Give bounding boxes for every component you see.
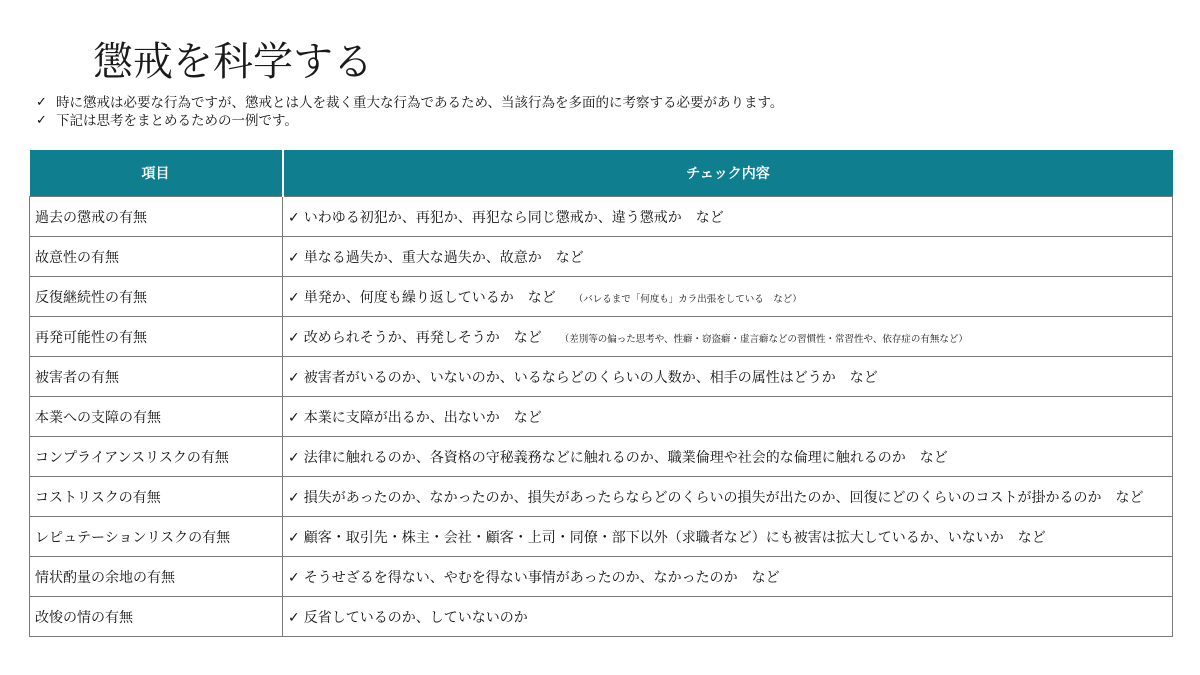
bullet-list [36, 94, 783, 130]
row-check [283, 317, 1173, 357]
check-icon: ✓ [288, 209, 300, 226]
table-row [30, 197, 1173, 237]
row-check [283, 197, 1173, 237]
row-item: コンプライアンスリスクの有無 [30, 437, 283, 477]
row-check [283, 237, 1173, 277]
table-header-row [30, 150, 1173, 197]
check-icon: ✓ [288, 329, 300, 346]
row-check-text: 単なる過失か、重大な過失か、故意か など [303, 249, 584, 266]
check-icon: ✓ [36, 113, 47, 128]
table-row [30, 317, 1173, 357]
row-item: 再発可能性の有無 [30, 317, 283, 357]
check-icon: ✓ [288, 409, 300, 426]
row-note: （差別等の偏った思考や、性癖・窃盗癖・虚言癖などの習慣性・常習性や、依存症の有無など） [559, 333, 968, 345]
row-check-text: 被害者がいるのか、いないのか、いるならどのくらいの人数か、相手の属性はどうか など [303, 369, 878, 386]
bullet-text: 下記は思考をまとめるための一例です。 [56, 113, 298, 129]
row-check-text: いわゆる初犯か、再犯か、再犯なら同じ懲戒か、違う懲戒か など [303, 209, 724, 226]
table-row [30, 477, 1173, 517]
row-check [283, 517, 1173, 557]
row-check-text: 改められそうか、再発しそうか など [303, 329, 542, 346]
page-title: 懲戒を科学する [93, 39, 373, 85]
check-icon: ✓ [36, 95, 47, 110]
bullet-item [36, 112, 783, 130]
table-row [30, 397, 1173, 437]
row-item: 故意性の有無 [30, 237, 283, 277]
row-check-text: 単発か、何度も繰り返しているか など [303, 289, 556, 306]
check-table [29, 150, 1173, 637]
table-row [30, 277, 1173, 317]
row-check [283, 397, 1173, 437]
row-check-text: 損失があったのか、なかったのか、損失があったらならどのくらいの損失が出たのか、回復にどのくらいのコストが掛かるのか など [303, 489, 1144, 506]
header-item: 項目 [30, 150, 283, 197]
table-row [30, 437, 1173, 477]
row-item: 被害者の有無 [30, 357, 283, 397]
table-row [30, 357, 1173, 397]
header-check: チェック内容 [283, 150, 1173, 197]
check-icon: ✓ [288, 609, 300, 626]
row-item: コストリスクの有無 [30, 477, 283, 517]
row-check [283, 597, 1173, 637]
row-item: レピュテーションリスクの有無 [30, 517, 283, 557]
table-row [30, 237, 1173, 277]
check-icon: ✓ [288, 369, 300, 386]
row-check [283, 357, 1173, 397]
row-item: 反復継続性の有無 [30, 277, 283, 317]
check-icon: ✓ [288, 529, 300, 546]
row-check-text: 法律に触れるのか、各資格の守秘義務などに触れるのか、職業倫理や社会的な倫理に触れるのか など [303, 449, 948, 466]
check-icon: ✓ [288, 249, 300, 266]
row-check [283, 437, 1173, 477]
table-row [30, 597, 1173, 637]
row-item: 情状酌量の余地の有無 [30, 557, 283, 597]
bullet-text: 時に懲戒は必要な行為ですが、懲戒とは人を裁く重大な行為であるため、当該行為を多面的に考察する必要があります。 [56, 95, 784, 111]
row-item: 本業への支障の有無 [30, 397, 283, 437]
row-check-text: そうせざるを得ない、やむを得ない事情があったのか、なかったのか など [303, 569, 780, 586]
table-row [30, 517, 1173, 557]
check-icon: ✓ [288, 489, 300, 506]
row-check-text: 本業に支障が出るか、出ないか など [303, 409, 542, 426]
row-check [283, 277, 1173, 317]
check-icon: ✓ [288, 569, 300, 586]
check-icon: ✓ [288, 289, 300, 306]
table-row [30, 557, 1173, 597]
row-check-text: 顧客・取引先・株主・会社・顧客・上司・同僚・部下以外（求職者など）にも被害は拡大しているか、いないか など [303, 529, 1046, 546]
row-check [283, 477, 1173, 517]
check-icon: ✓ [288, 449, 300, 466]
row-check-text: 反省しているのか、していないのか [303, 609, 528, 626]
row-item: 過去の懲戒の有無 [30, 197, 283, 237]
row-check [283, 557, 1173, 597]
bullet-item [36, 94, 783, 112]
row-note: （バレるまで「何度も」カラ出張をしている など） [573, 293, 802, 305]
row-item: 改悛の情の有無 [30, 597, 283, 637]
